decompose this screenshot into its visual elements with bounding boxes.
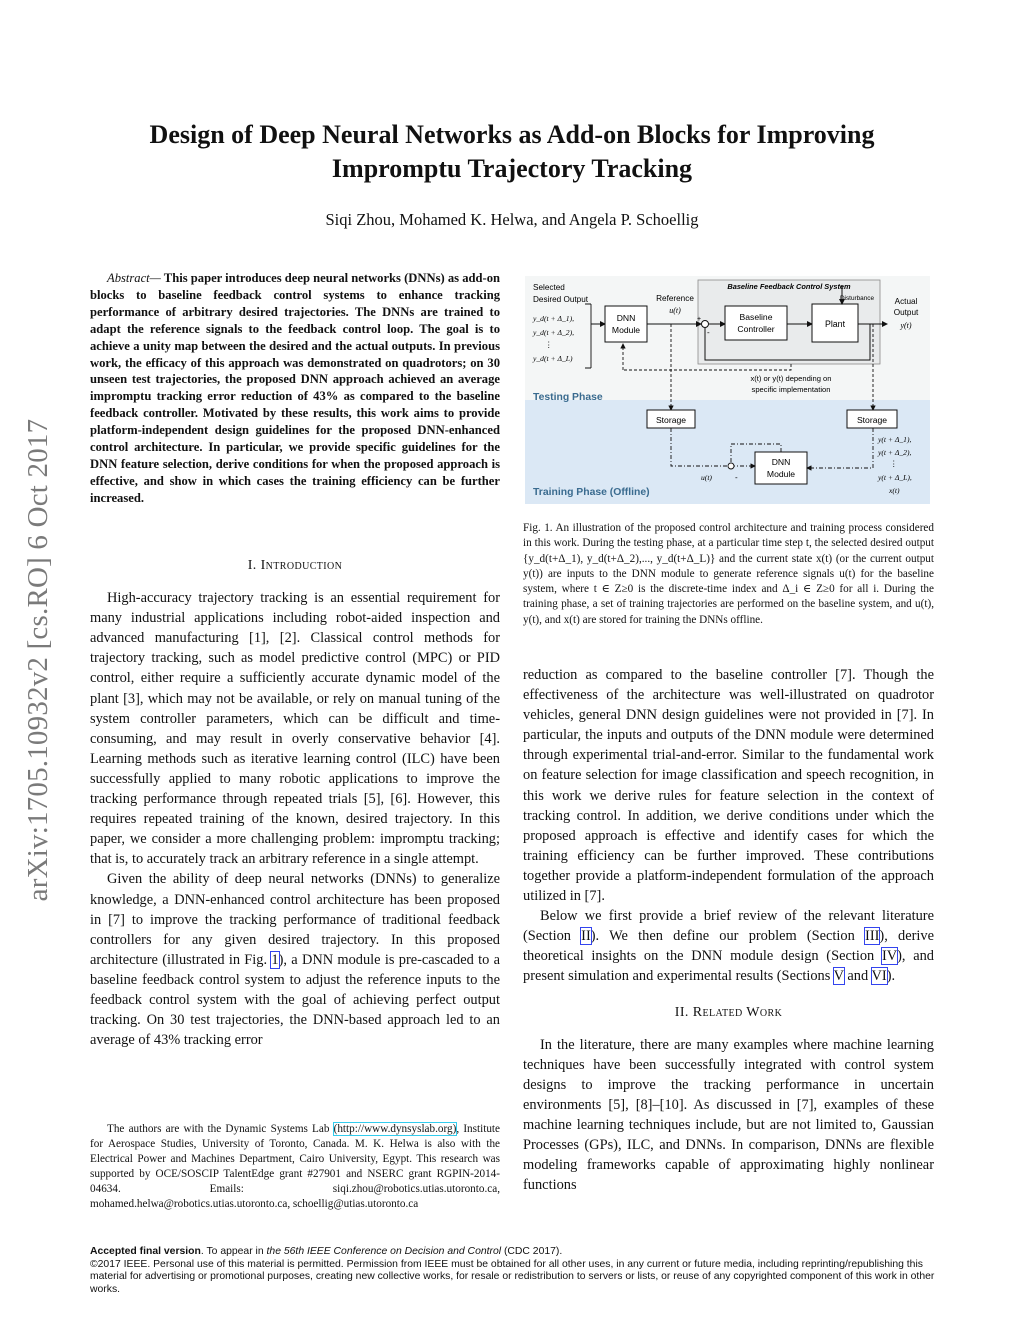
section-ref-II[interactable]: II	[581, 928, 591, 945]
right-column-text	[523, 665, 934, 1195]
fig-controller-label-2: Controller	[737, 324, 775, 334]
fig-y-label: y(t)	[900, 321, 912, 330]
title-line-1: Design of Deep Neural Networks as Add-on Blocks for Improving	[149, 120, 875, 149]
fig-train-x: x(t)	[889, 486, 900, 495]
fig-dnn-module-box	[605, 306, 647, 342]
figure-ref-link[interactable]: 1	[271, 951, 279, 968]
fig-yd-L: y_d(t + Δ_L)	[533, 354, 573, 363]
fig-plus-sign: +	[697, 316, 702, 323]
paper-title	[80, 118, 944, 186]
intro-paragraph-1: High-accuracy trajectory tracking is an essential requirement for many industrial applications including robot-aided inspection and advanced manufacturing [1], [2]. Classical control methods for trajectory tracking, such as model predictive control (MPC) or PID control, either require a sufficiently accurate dynamic model of the plant [3], which may not be available, or rely on manual tuning of the system controller parameters, which can be difficult and time-consuming, and may result in overly conservative behavior [4]. Learning methods such as iterative learning control (ILC) have been successfully applied to many robotic applications to improve the tracking performance through repeated trials [5], [6]. However, this requires repeated training of the known, desired trajectory. In this paper, we consider a more challenging problem: impromptu tracking; that is, to accurately track an arbitrary reference in a single attempt.	[90, 590, 500, 868]
right-paragraph-1: reduction as compared to the baseline controller [7]. Though the effectiveness of the architecture was well-illustrated on quadrotor vehicles, general DNN design guidelines were not provided in [7]. In particular, the inputs and outputs of the DNN module were determined through experimental trial-and-error. Similar to the fundamental work on feature selection for image classification and speech recognition, in this work we derive rules for feature selection in the context of tracking control. In addition, we derive conditions under which the proposed approach is effective and identify cases for which the training efficiency can be further improved. These contributions together provide a platform-independent formulation of the approach utilized in [7].	[523, 667, 934, 905]
fig-plant-label: Plant	[824, 319, 846, 329]
fig-u-train-label: u(t)	[701, 473, 712, 482]
fig-summing-junction	[702, 321, 709, 328]
fig-baseline-system-title: Baseline Feedback Control System	[727, 282, 851, 291]
fig-storage-label-2: Storage	[856, 415, 888, 425]
fig-disturbance-label: Disturbance	[839, 295, 875, 302]
fig-train-y-2: y(t + Δ_2),	[878, 448, 912, 457]
fig-output-label: Output	[893, 308, 919, 317]
fig-yd-1: y_d(t + Δ_1),	[533, 314, 575, 323]
intro-paragraph-2: Given the ability of deep neural networks (DNNs) to generalize knowledge, a DNN-enhanced control architecture has been proposed in [7] to improve the tracking performance of traditional feedback controllers for any given desired trajectory. In this proposed architecture (illustrated in Fig. 1), a DNN module is pre-cascaded to a baseline feedback control system to adjust the reference inputs to the feedback control system with the goal of achieving perfect output tracking. On 30 test trajectories, the DNN-based approach led to an average of 43% tracking error	[90, 871, 500, 1049]
fig-controller-label-1: Baseline	[739, 312, 773, 322]
abstract	[90, 270, 500, 507]
fig-depending-2: specific implementation	[751, 385, 831, 394]
related-paragraph-1: In the literature, there are many examples where machine learning techniques have been successfully integrated with control system designs to improve the tracking performance in uncertain environments [5], [8]–[10]. As discussed in [7], examples of these machine learning techniques include, but are not limited to, Gaussian Processes (GPs), ILC, and DNNs. In comparison, DNNs are flexible modeling frameworks capable of approximating highly nonlinear functions	[523, 1036, 934, 1194]
fig-desired-output-label: Desired Output	[533, 295, 589, 304]
fig-yd-dots: ⋮	[545, 340, 553, 349]
fig-reference-label: Reference	[656, 294, 694, 303]
footnote: The authors are with the Dynamic Systems Lab (http://www.dynsyslab.org), Institute for Aerospace Studies, University of Toronto, Canada. M. K. Helwa is also with the Electrical Power and Machines Department, Cairo University, Egypt. This research was supported by OCE/SOSCIP TalentEdge grant #27901 and NSERC grant RGPIN-2014-04634. Emails: siqi.zhou@robotics.utias.utoronto.ca, mohamed.helwa@robotics.utias.utoronto.ca, schoellig@utias.utoronto.ca	[90, 1123, 500, 1210]
fig-train-dots: ⋮	[890, 459, 898, 468]
section-ref-VI[interactable]: VI	[871, 968, 887, 985]
fig-u-label: u(t)	[669, 306, 681, 315]
fig-dnn2-label-2: Module	[766, 469, 796, 479]
fig-storage-label-1: Storage	[655, 415, 687, 425]
section-heading-introduction: I. Introduction	[247, 558, 343, 573]
section-ref-IV[interactable]: IV	[881, 948, 898, 965]
copyright-notice: ©2017 IEEE. Personal use of this material is permitted. Permission from IEEE must be obtained for all other uses, in any current or future media, including reprinting/republishing this material for advertising or promotional purposes, creating new collective works, for resale or redistribution to servers or lists, or reuse of any copyrighted component of this work in other works.	[90, 1258, 935, 1295]
fig-train-y-1: y(t + Δ_1),	[878, 435, 912, 444]
authors: Siqi Zhou, Mohamed K. Helwa, and Angela P. Schoellig	[325, 210, 699, 229]
right-paragraph-2: Below we first provide a brief review of the relevant literature (Section II). We then define our problem (Section III), derive theoretical insights on the DNN module design (Section IV), and present simulation and experimental results (Sections V and VI).	[523, 908, 934, 985]
fig-minus-sign: -	[707, 328, 710, 337]
arxiv-stamp: arXiv:1705.10932v2 [cs.RO] 6 Oct 2017	[22, 418, 54, 902]
section-ref-III[interactable]: III	[865, 928, 880, 945]
fig-dnn-label-2: Module	[611, 325, 641, 335]
accepted-label: Accepted final version	[90, 1246, 201, 1257]
fig-training-phase-label: Training Phase (Offline)	[533, 487, 650, 498]
fig-minus-train: -	[735, 473, 738, 482]
fig-actual-label: Actual	[894, 297, 918, 306]
title-line-2: Impromptu Trajectory Tracking	[331, 154, 693, 183]
accepted-version-note: Accepted final version. To appear in the 56th IEEE Conference on Decision and Control (CDC 2017). ©2017 IEEE. Personal use of this material is permitted. Permission from IEEE must be obtained for all other uses, in any current or future media, including reprinting/republishing this material for advertising or promotional purposes, creating new collective works, for resale or redistribution to servers or lists, or reuse of any copyrighted component of this work in other works.	[90, 1246, 940, 1296]
dynsyslab-link[interactable]: (http://www.dynsyslab.org)	[333, 1123, 457, 1135]
fig-dnn2-label-1: DNN	[771, 457, 791, 467]
fig-testing-phase-label: Testing Phase	[533, 392, 603, 403]
fig-depending-1: x(t) or y(t) depending on	[750, 374, 832, 383]
section-heading-related-work: II. Related Work	[674, 1004, 783, 1020]
section-ref-V[interactable]: V	[833, 968, 844, 985]
fig-train-y-L: y(t + Δ_L),	[878, 473, 912, 482]
fig-yd-2: y_d(t + Δ_2),	[533, 328, 575, 337]
abstract-text: This paper introduces deep neural networks (DNNs) as add-on blocks to baseline feedback control systems to enhance tracking performance of arbitrary desired trajectories. The DNNs are trained to adapt the reference signals to the feedback control loop. The goal is to achieve a unity map between the desired and the actual outputs. In previous work, the efficacy of this approach was demonstrated on quadrotors; on 30 unseen test trajectories, the proposed DNN approach achieved an average impromptu tracking error reduction of 43% as compared to the baseline feedback controller. Motivated by these results, this work aims to provide platform-independent design guidelines for the proposed DNN-enhanced control architecture. In particular, we provide specific guidelines for the DNN feature selection, derive conditions for when the proposed approach is effective, and show in which cases the training efficiency can be further increased.	[90, 271, 500, 505]
figure-caption: Fig. 1. An illustration of the proposed control architecture and training process considered in this work. During the testing phase, at a particular time step t, the selected desired output {y_d(t+Δ_1), y_d(t+Δ_2),..., y_d(t+Δ_L)} and the current state x(t) (or the current output y(t)) are inputs to the DNN module to generate reference signals u(t) for the baseline system, where t ∈ Z≥0 is the discrete-time index and Δ_i ∈ Z≥0 for all i. During the training phase, a set of training trajectories are performed on the baseline system, and u(t), y(t), and x(t) are stored for training the DNNs offline.	[523, 522, 934, 626]
abstract-label: Abstract—	[107, 271, 161, 285]
figure-1	[525, 276, 930, 504]
introduction-section	[90, 556, 500, 1050]
conference-name: the 56th IEEE Conference on Decision and Control	[266, 1246, 502, 1257]
fig-dnn-label-1: DNN	[616, 313, 636, 323]
fig-selected-label: Selected	[533, 283, 565, 292]
